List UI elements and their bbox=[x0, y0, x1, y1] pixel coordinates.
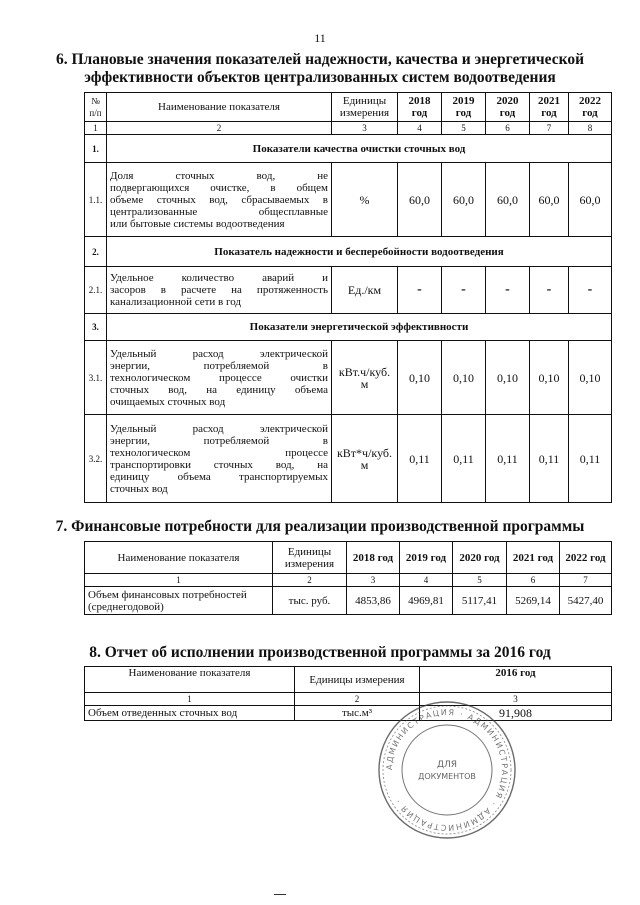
header-year: 2018 год bbox=[398, 93, 442, 122]
header-year: 2019 год bbox=[400, 542, 453, 574]
col-number: 8 bbox=[569, 122, 612, 135]
value-cell: 0,11 bbox=[442, 415, 486, 503]
table-header-row bbox=[85, 93, 612, 122]
header-year: 2022 год bbox=[569, 93, 612, 122]
value-cell: 4969,81 bbox=[400, 587, 453, 615]
col-number: 2 bbox=[107, 122, 332, 135]
row-num: 1.1. bbox=[85, 163, 107, 237]
header-year: 2019 год bbox=[442, 93, 486, 122]
col-number: 6 bbox=[486, 122, 530, 135]
col-number: 2 bbox=[295, 693, 420, 706]
header-year: 2021 год bbox=[530, 93, 569, 122]
col-number: 1 bbox=[85, 122, 107, 135]
value-cell: - bbox=[442, 267, 486, 314]
section8-title: 8. Отчет об исполнении производственной программы за 2016 год bbox=[89, 644, 551, 661]
value-cell: 0,10 bbox=[398, 341, 442, 415]
indicator-name: Объем финансовых потребностей (среднегодовой) bbox=[85, 587, 273, 615]
row-num: 2.1. bbox=[85, 267, 107, 314]
svg-text:АДМИНИСТРАЦИЯ · АДМИНИСТРАЦИЯ: АДМИНИСТРАЦИЯ · АДМИНИСТРАЦИЯ · АДМИНИСТРАЦИЯ · bbox=[384, 707, 510, 833]
page-footer-mark bbox=[274, 894, 286, 895]
column-number-row bbox=[85, 574, 612, 587]
header-year: 2018 год bbox=[347, 542, 400, 574]
svg-text:ДОКУМЕНТОВ: ДОКУМЕНТОВ bbox=[418, 772, 476, 781]
unit-cell: тыс. руб. bbox=[273, 587, 347, 615]
value-cell: 0,11 bbox=[486, 415, 530, 503]
col-number: 5 bbox=[453, 574, 507, 587]
indicator-name: Объем отведенных сточных вод bbox=[85, 706, 295, 721]
value-cell: - bbox=[569, 267, 612, 314]
table-header-row bbox=[85, 542, 612, 574]
unit-cell: кВт.ч/куб. м bbox=[332, 341, 398, 415]
group-row bbox=[85, 237, 612, 267]
col-number: 5 bbox=[442, 122, 486, 135]
indicator-name: Удельный расход электрической энергии, потребляемой в технологическом процессе очистки сточных вод, на единицу объема очищаемых сточных вод bbox=[107, 341, 332, 415]
header-name: Наименование показателя bbox=[85, 542, 273, 574]
header-year: 2022 год bbox=[560, 542, 612, 574]
value-cell: 60,0 bbox=[442, 163, 486, 237]
header-num: № п/п bbox=[85, 93, 107, 122]
header-year: 2020 год bbox=[453, 542, 507, 574]
col-number: 6 bbox=[507, 574, 560, 587]
indicator-name: Удельный расход электрической энергии, потребляемой в технологическом процессе транспортировки сточных вод, на единицу объема транспортируемых сточных вод bbox=[107, 415, 332, 503]
header-year: 2016 год bbox=[420, 667, 612, 693]
col-number: 2 bbox=[273, 574, 347, 587]
value-cell: 5269,14 bbox=[507, 587, 560, 615]
unit-cell: кВт*ч/куб. м bbox=[332, 415, 398, 503]
col-number: 4 bbox=[400, 574, 453, 587]
group-row bbox=[85, 314, 612, 341]
col-number: 3 bbox=[347, 574, 400, 587]
section6-title: 6. Плановые значения показателей надежности, качества и энергетической эффективности объектов централизованных систем водоотведения bbox=[55, 51, 585, 86]
header-year: 2021 год bbox=[507, 542, 560, 574]
group-num: 3. bbox=[85, 314, 107, 341]
value-cell: 0,10 bbox=[486, 341, 530, 415]
value-cell: - bbox=[486, 267, 530, 314]
table-row bbox=[85, 706, 612, 721]
value-cell: 60,0 bbox=[398, 163, 442, 237]
col-number: 7 bbox=[560, 574, 612, 587]
section7-title: 7. Финансовые потребности для реализации производственной программы bbox=[55, 518, 585, 535]
financial-needs-table bbox=[84, 541, 612, 615]
value-cell: 5427,40 bbox=[560, 587, 612, 615]
group-row bbox=[85, 135, 612, 163]
table-row bbox=[85, 163, 612, 237]
header-unit: Единицы измерения bbox=[273, 542, 347, 574]
col-number: 4 bbox=[398, 122, 442, 135]
group-num: 2. bbox=[85, 237, 107, 267]
column-number-row bbox=[85, 122, 612, 135]
official-stamp bbox=[372, 695, 522, 845]
unit-cell: Ед./км bbox=[332, 267, 398, 314]
value-cell: 5117,41 bbox=[453, 587, 507, 615]
col-number: 1 bbox=[85, 574, 273, 587]
header-unit: Единицы измерения bbox=[332, 93, 398, 122]
value-cell: 0,11 bbox=[530, 415, 569, 503]
value-cell: 4853,86 bbox=[347, 587, 400, 615]
svg-text:ДЛЯ: ДЛЯ bbox=[436, 760, 458, 770]
value-cell: 91,908 bbox=[420, 706, 612, 721]
unit-cell: тыс.м³ bbox=[295, 706, 420, 721]
col-number: 3 bbox=[420, 693, 612, 706]
group-num: 1. bbox=[85, 135, 107, 163]
value-cell: 0,10 bbox=[569, 341, 612, 415]
table-row bbox=[85, 587, 612, 615]
group-title: Показатель надежности и бесперебойности водоотведения bbox=[107, 237, 612, 267]
value-cell: - bbox=[398, 267, 442, 314]
value-cell: 60,0 bbox=[569, 163, 612, 237]
value-cell: 60,0 bbox=[486, 163, 530, 237]
col-number: 1 bbox=[85, 693, 295, 706]
value-cell: 0,11 bbox=[569, 415, 612, 503]
header-year: 2020 год bbox=[486, 93, 530, 122]
table-row bbox=[85, 415, 612, 503]
reliability-indicators-table bbox=[84, 92, 612, 503]
indicator-name: Удельное количество аварий и засоров в расчете на протяженность канализационной сети в год bbox=[107, 267, 332, 314]
row-num: 3.2. bbox=[85, 415, 107, 503]
row-num: 3.1. bbox=[85, 341, 107, 415]
header-unit: Единицы измерения bbox=[295, 667, 420, 693]
value-cell: 0,10 bbox=[442, 341, 486, 415]
execution-report-table bbox=[84, 666, 612, 721]
unit-cell: % bbox=[332, 163, 398, 237]
indicator-name: Доля сточных вод, не подвергающихся очистке, в общем объеме сточных вод, сбрасываемых в централизованные общесплавные или бытовые системы водоотведения bbox=[107, 163, 332, 237]
table-row bbox=[85, 267, 612, 314]
value-cell: 60,0 bbox=[530, 163, 569, 237]
header-name: Наименование показателя bbox=[107, 93, 332, 122]
header-name: Наименование показателя bbox=[85, 667, 295, 693]
table-row bbox=[85, 341, 612, 415]
value-cell: 0,11 bbox=[398, 415, 442, 503]
value-cell: - bbox=[530, 267, 569, 314]
group-title: Показатели энергетической эффективности bbox=[107, 314, 612, 341]
table-header-row bbox=[85, 667, 612, 693]
group-title: Показатели качества очистки сточных вод bbox=[107, 135, 612, 163]
page-number: 11 bbox=[314, 31, 326, 45]
col-number: 7 bbox=[530, 122, 569, 135]
value-cell: 0,10 bbox=[530, 341, 569, 415]
col-number: 3 bbox=[332, 122, 398, 135]
column-number-row bbox=[85, 693, 612, 706]
